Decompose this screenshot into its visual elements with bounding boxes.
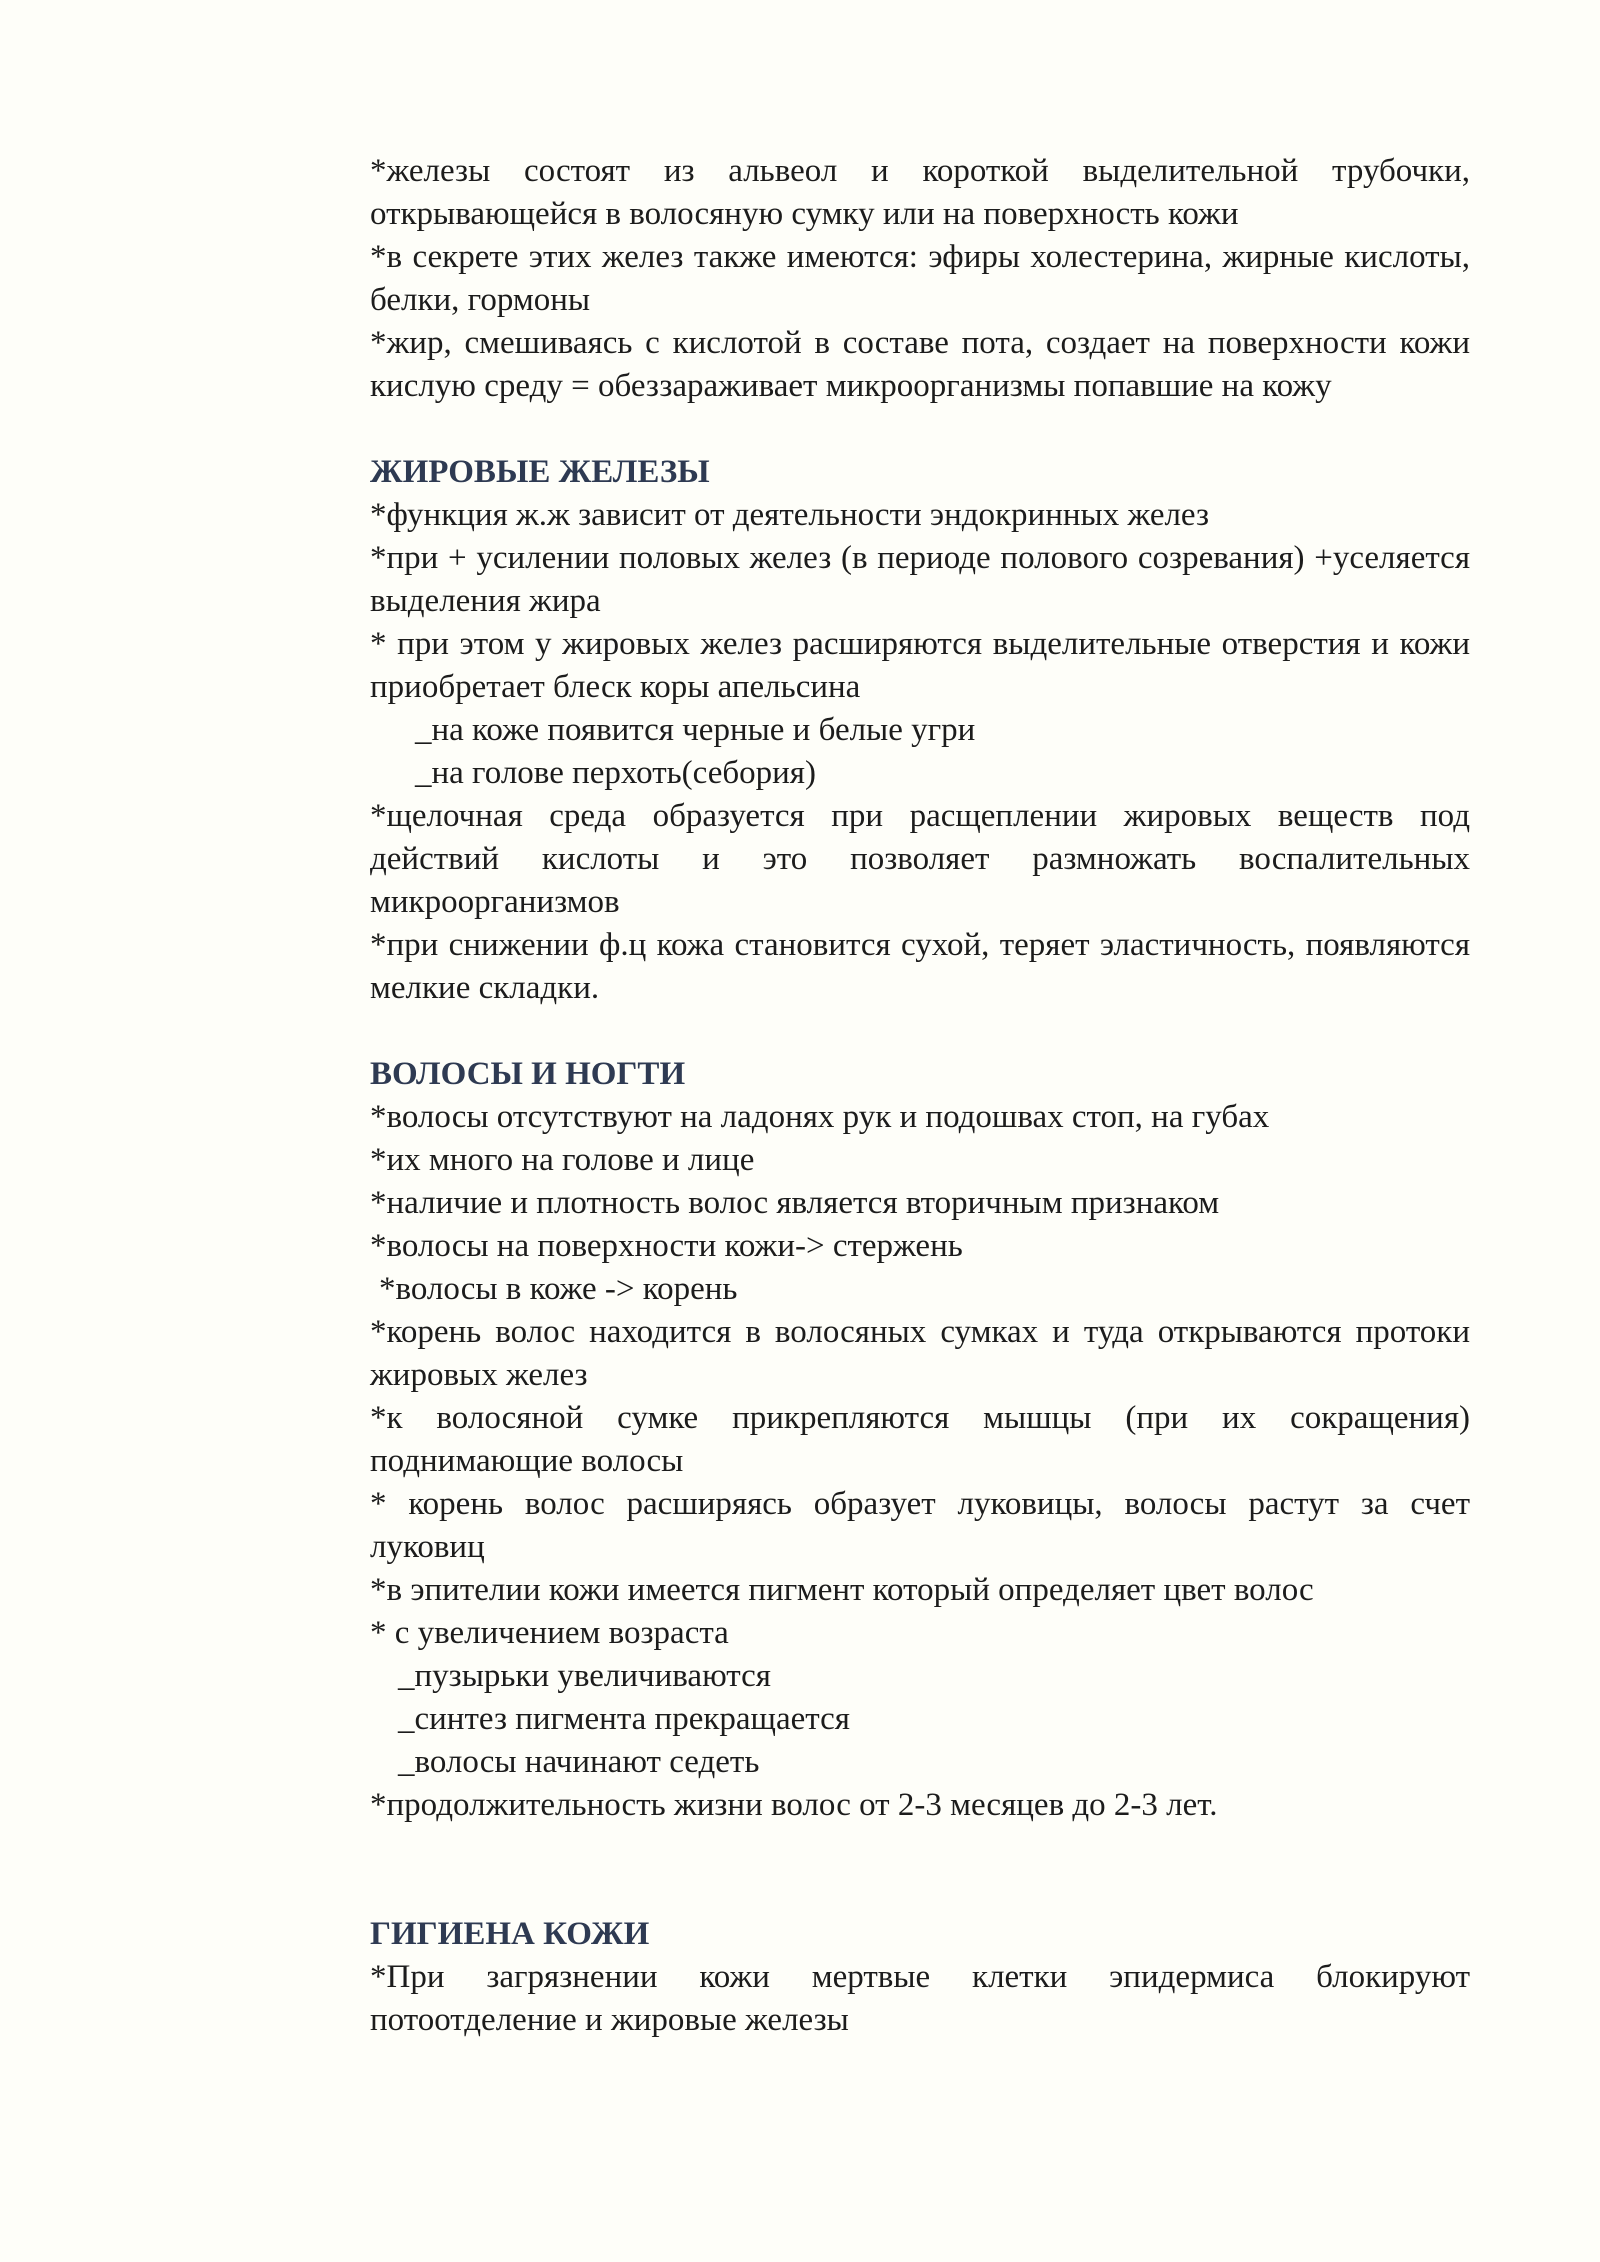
- paragraph: *в эпителии кожи имеется пигмент который определяет цвет волос: [370, 1572, 1314, 1608]
- paragraph: *железы состоят из альвеол и короткой выделительной трубочки, открывающейся в волосяную сумку или на поверхность кожи: [370, 153, 1470, 232]
- sub-item: _пузырьки увеличиваются: [398, 1658, 771, 1694]
- section-heading-hair-nails: ВОЛОСЫ И НОГТИ: [370, 1056, 686, 1092]
- paragraph: *волосы на поверхности кожи-> стержень: [370, 1228, 963, 1264]
- paragraph: *при + усилении половых желез (в периоде полового созревания) +уселяется выделения жира: [370, 540, 1470, 619]
- section-heading-hygiene: ГИГИЕНА КОЖИ: [370, 1916, 650, 1952]
- paragraph: *волосы в коже -> корень: [379, 1271, 738, 1307]
- sub-item: _волосы начинают седеть: [398, 1744, 760, 1780]
- spacer: [370, 408, 1470, 451]
- section-heading-fat-glands: ЖИРОВЫЕ ЖЕЛЕЗЫ: [370, 454, 710, 490]
- spacer: [370, 1010, 1470, 1053]
- paragraph: *корень волос находится в волосяных сумках и туда открываются протоки жировых желез: [370, 1314, 1470, 1393]
- document-body: [370, 150, 1470, 2042]
- paragraph: * корень волос расширяясь образует луковицы, волосы растут за счет луковиц: [370, 1486, 1470, 1565]
- paragraph: *функция ж.ж зависит от деятельности эндокринных желез: [370, 497, 1210, 533]
- paragraph: *к волосяной сумке прикрепляются мышцы (при их сокращения) поднимающие волосы: [370, 1400, 1470, 1479]
- spacer: [370, 1827, 1470, 1913]
- paragraph: *При загрязнении кожи мертвые клетки эпидермиса блокируют потоотделение и жировые железы: [370, 1959, 1470, 2038]
- paragraph: *продолжительность жизни волос от 2-3 месяцев до 2-3 лет.: [370, 1787, 1218, 1823]
- sub-item: _синтез пигмента прекращается: [398, 1701, 850, 1737]
- paragraph: *жир, смешиваясь с кислотой в составе пота, создает на поверхности кожи кислую среду = обеззараживает микроорганизмы попавшие на кожу: [370, 325, 1470, 404]
- paragraph: *в секрете этих желез также имеются: эфиры холестерина, жирные кислоты, белки, гормоны: [370, 239, 1470, 318]
- paragraph: *их много на голове и лице: [370, 1142, 755, 1178]
- sub-item: _на коже появится черные и белые угри: [415, 712, 976, 748]
- paragraph: *при снижении ф.ц кожа становится сухой, теряет эластичность, появляются мелкие складки.: [370, 927, 1470, 1006]
- paragraph: * при этом у жировых желез расширяются выделительные отверстия и кожи приобретает блеск коры апельсина: [370, 626, 1470, 705]
- sub-item: _на голове перхоть(себория): [415, 755, 816, 791]
- paragraph: * с увеличением возраста: [370, 1615, 729, 1651]
- paragraph: *наличие и плотность волос является вторичным признаком: [370, 1185, 1220, 1221]
- paragraph: *щелочная среда образуется при расщеплении жировых веществ под действий кислоты и это позволяет размножать воспалительных микроорганизмов: [370, 798, 1470, 920]
- paragraph: *волосы отсутствуют на ладонях рук и подошвах стоп, на губах: [370, 1099, 1270, 1135]
